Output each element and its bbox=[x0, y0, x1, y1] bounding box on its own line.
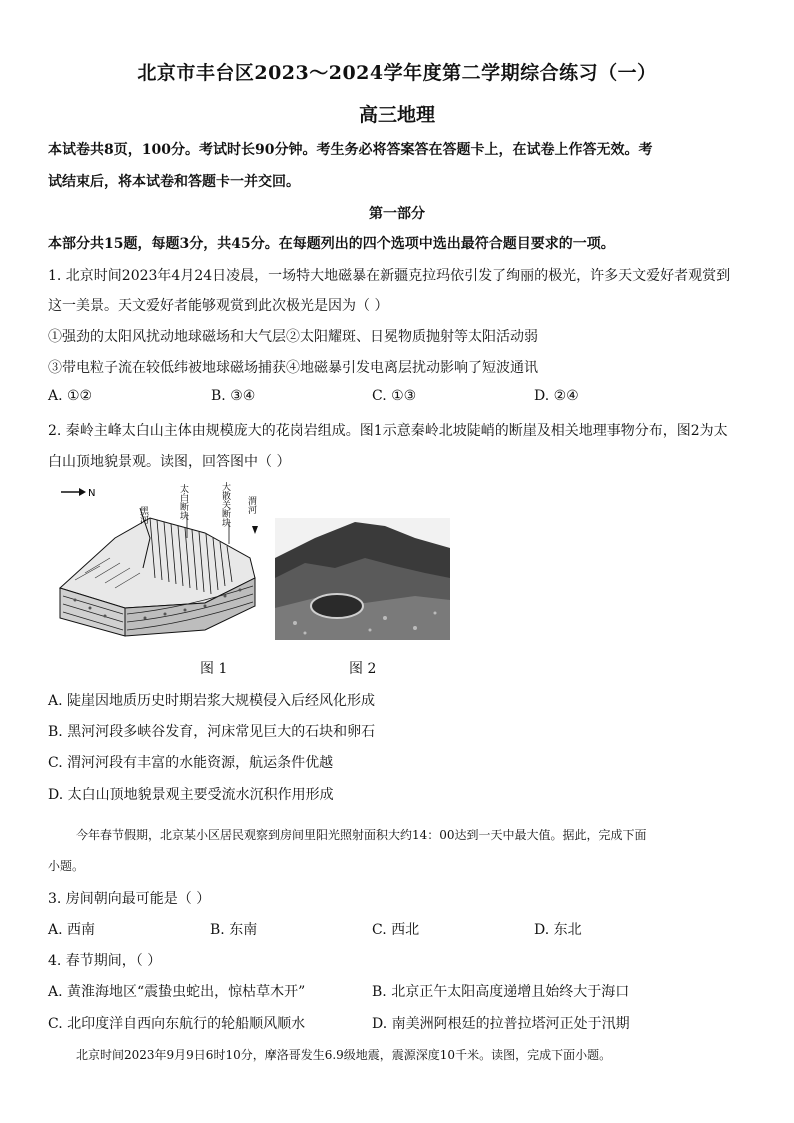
q1-option-d[interactable]: D. ②④ bbox=[534, 388, 579, 404]
figure-2-photo bbox=[275, 518, 450, 640]
q1-option-a[interactable]: A. ①② bbox=[48, 388, 93, 404]
part-intro: 本部分共15题，每题3分，共45分。在每题列出的四个选项中选出最符合题目要求的一项。 bbox=[48, 236, 615, 252]
q2-option-a[interactable]: A. 陡崖因地质历史时期岩浆大规模侵入后经风化形成 bbox=[48, 693, 376, 709]
q1-statement-line-2: ③带电粒子流在较低纬被地球磁场捕获④地磁暴引发电离层扰动影响了短波通讯 bbox=[48, 360, 538, 376]
q3-stem: 3. 房间朝向最可能是（ ） bbox=[48, 891, 211, 907]
q1-stem-line-2: 这一美景。天文爱好者能够观赏到此次极光是因为（ ） bbox=[48, 298, 389, 314]
q3-option-c[interactable]: C. 西北 bbox=[372, 922, 420, 938]
q3-option-d[interactable]: D. 东北 bbox=[534, 922, 582, 938]
figure-2-caption: 图 2 bbox=[349, 661, 377, 677]
alpine-lake bbox=[311, 594, 363, 618]
label-taibai-fault-block: 太白断块 bbox=[178, 484, 188, 520]
north-arrow-head bbox=[79, 488, 86, 496]
exam-title: 北京市丰台区2023～2024学年度第二学期综合练习（一） bbox=[137, 62, 657, 84]
material-1-line-1: 今年春节假期，北京某小区居民观察到房间里阳光照射面积大约14：00达到一天中最大值。据此，完成下面 bbox=[76, 828, 647, 842]
figure-1-svg bbox=[55, 478, 267, 644]
q2-stem-line-2: 白山顶地貌景观。读图，回答图中（ ） bbox=[48, 454, 291, 470]
label-heihe: 黑河 bbox=[138, 506, 148, 524]
q4-option-c[interactable]: C. 北印度洋自西向东航行的轮船顺风顺水 bbox=[48, 1016, 306, 1032]
q2-option-d[interactable]: D. 太白山顶地貌景观主要受流水沉积作用形成 bbox=[48, 787, 334, 803]
q3-option-b[interactable]: B. 东南 bbox=[210, 922, 258, 938]
figure-2-svg bbox=[275, 518, 450, 640]
q2-option-c[interactable]: C. 渭河河段有丰富的水能资源，航运条件优越 bbox=[48, 755, 334, 771]
q3-option-a[interactable]: A. 西南 bbox=[48, 922, 96, 938]
q2-stem-line-1: 2. 秦岭主峰太白山主体由规模庞大的花岗岩组成。图1示意秦岭北坡陡峭的断崖及相关地理事物分布，图2为太 bbox=[48, 423, 728, 439]
q1-statement-line-1: ①强劲的太阳风扰动地球磁场和大气层②太阳耀斑、日冕物质抛射等太阳活动弱 bbox=[48, 329, 538, 345]
figure-1-caption: 图 1 bbox=[200, 661, 228, 677]
material-2-line-1: 北京时间2023年9月9日6时10分，摩洛哥发生6.9级地震，震源深度10千米。读图，完成下面小题。 bbox=[76, 1048, 612, 1062]
q4-option-a[interactable]: A. 黄淮海地区“震蛰虫蛇出，惊枯草木开” bbox=[48, 984, 306, 1000]
q1-stem-line-1: 1. 北京时间2023年4月24日凌晨，一场特大地磁暴在新疆克拉玛依引发了绚丽的极光，许多天文爱好者观赏到 bbox=[48, 268, 731, 284]
material-1-line-2: 小题。 bbox=[48, 859, 85, 873]
q4-option-d[interactable]: D. 南美洲阿根廷的拉普拉塔河正处于汛期 bbox=[372, 1016, 630, 1032]
figure-1-block-diagram bbox=[55, 478, 267, 644]
q1-option-b[interactable]: B. ③④ bbox=[211, 388, 256, 404]
exam-subtitle: 高三地理 bbox=[358, 104, 435, 126]
q4-option-b[interactable]: B. 北京正午太阳高度递增且始终大于海口 bbox=[372, 984, 630, 1000]
instructions-line-1: 本试卷共8页，100分。考试时长90分钟。考生务必将答案答在答题卡上，在试卷上作答无效。考 bbox=[48, 142, 653, 158]
q2-option-b[interactable]: B. 黑河河段多峡谷发育，河床常见巨大的石块和卵石 bbox=[48, 724, 376, 740]
q1-option-c[interactable]: C. ①③ bbox=[372, 388, 417, 404]
north-arrow-label: N bbox=[88, 488, 96, 499]
label-weihe: 渭河 bbox=[246, 496, 256, 514]
part-heading: 第一部分 bbox=[369, 206, 425, 222]
q4-stem: 4. 春节期间，（ ） bbox=[48, 953, 162, 969]
label-dasanguan-fault-block: 大散关断块 bbox=[220, 482, 230, 527]
instructions-line-2: 试结束后，将本试卷和答题卡一并交回。 bbox=[48, 174, 300, 190]
